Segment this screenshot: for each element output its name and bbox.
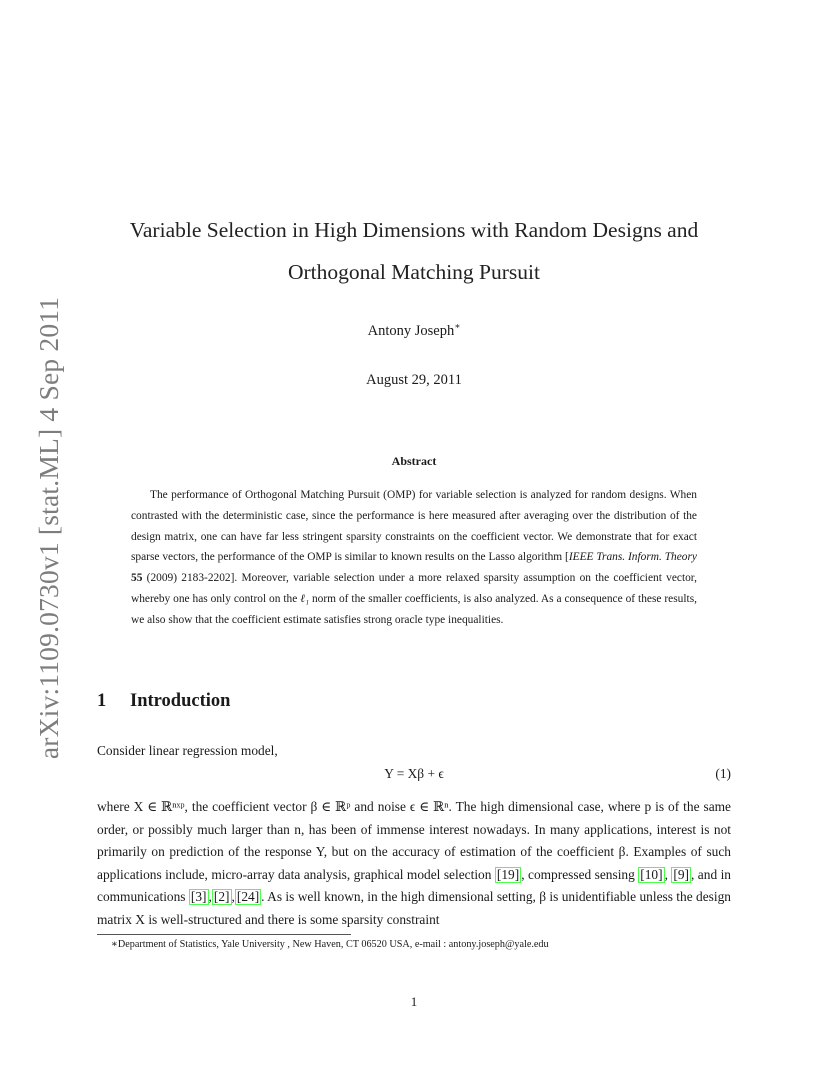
- citation-2[interactable]: [2]: [213, 889, 230, 905]
- abstract-text-1: The performance of Orthogonal Matching Pursuit (OMP) for variable selection is analyzed for random designs. When contrasted with the deterministic case, since the performance is here measured after averaging over the distribution of the design matrix, one can have far less stringent sparsity constraints on the coefficient vector. We demonstrate that for exact sparse vectors, the performance of the OMP is similar to known results on the Lasso algorithm [: [131, 489, 697, 564]
- footnote: ∗Department of Statistics, Yale University , New Haven, CT 06520 USA, e-mail : antony.joseph@yale.edu: [111, 939, 549, 950]
- citation-19[interactable]: [19]: [496, 866, 520, 882]
- para-text-e: ,: [208, 889, 212, 905]
- abstract-text-3: norm of the smaller coefficients, is also analyzed. As a consequence of these results, we also show that the coefficient estimate satisfies strong oracle type inequalities.: [131, 592, 697, 626]
- footnote-rule: [97, 934, 351, 935]
- para-text-c: ,: [664, 866, 672, 882]
- abstract-journal: IEEE Trans. Inform. Theory: [568, 551, 697, 564]
- page-number: 1: [410, 994, 418, 1009]
- citation-3[interactable]: [3]: [190, 889, 207, 905]
- para-text-g: . As is well known, in the high dimensional setting, β is unidentifiable unless the design matrix X is well-structured and there is some sparsity constraint: [97, 889, 731, 927]
- abstract-norm: ℓ₁: [300, 592, 310, 605]
- paper-title: [90, 209, 738, 293]
- para-text-b: , compressed sensing: [521, 866, 639, 882]
- body-lead-text: Consider linear regression model,: [97, 743, 278, 758]
- citation-24[interactable]: [24]: [236, 889, 260, 905]
- title-line-1: Variable Selection in High Dimensions with Random Designs and: [129, 218, 699, 242]
- abstract-volume: 55: [131, 572, 143, 585]
- arxiv-identifier: arXiv:1109.0730v1 [stat.ML] 4 Sep 2011: [33, 296, 64, 760]
- section-heading: [97, 691, 230, 712]
- author: [90, 323, 738, 340]
- section-number: 1: [97, 691, 107, 711]
- intro-paragraph: [97, 796, 731, 932]
- abstract-text-2: (2009) 2183-2202]. Moreover, variable selection under a more relaxed sparsity assumption on the coefficient vector, whereby one has only control on the: [131, 572, 697, 605]
- citation-10[interactable]: [10]: [640, 866, 663, 882]
- equation-number: (1): [715, 766, 731, 781]
- author-name: Antony Joseph: [367, 323, 455, 339]
- para-text-a: where X ∈ ℝⁿˣᵖ, the coefficient vector β ∈ ℝᵖ and noise ϵ ∈ ℝⁿ. The high dimensional case, where p is of the same order, or possibly much larger than n, has been of immense interest nowadays. In many applications, interest is not primarily on prediction of the response Y, but on the accuracy of estimation of the coefficient β. Examples of such applications include, micro-array data analysis, graphical model selection: [97, 799, 731, 882]
- citation-9[interactable]: [9]: [673, 866, 690, 882]
- paper-date: August 29, 2011: [366, 372, 462, 388]
- section-title: Introduction: [130, 691, 231, 711]
- title-line-2: Orthogonal Matching Pursuit: [287, 260, 540, 284]
- abstract-body: [131, 485, 697, 631]
- abstract-heading: Abstract: [391, 454, 437, 468]
- author-footnote-mark: ∗: [454, 321, 461, 332]
- equation-expression: Y = Xβ + ϵ: [384, 766, 444, 781]
- para-text-f: ,: [231, 889, 235, 905]
- para-text-d: , and in communications: [97, 866, 732, 905]
